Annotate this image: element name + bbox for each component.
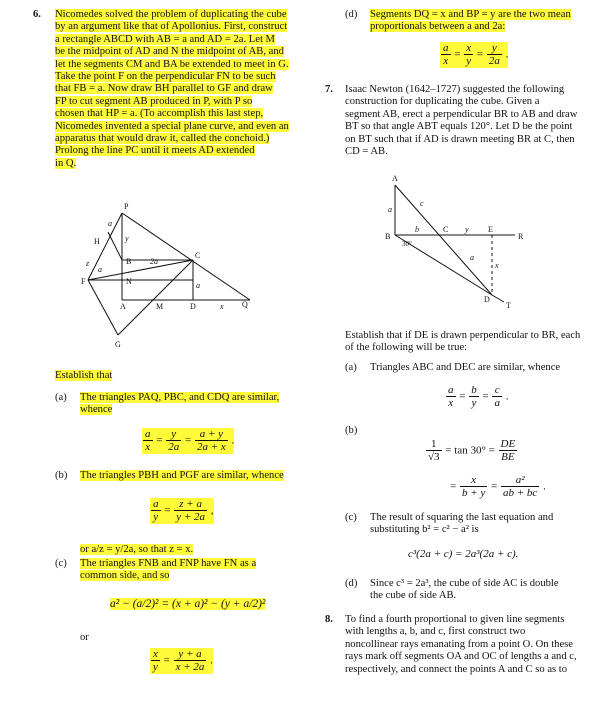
label-C: C [443, 225, 449, 234]
newton-part-d-label: (d) [345, 578, 358, 589]
label-D: D [484, 295, 490, 304]
newton-figure [380, 170, 540, 310]
label-a: a [388, 205, 392, 214]
newton-equation-b1: $\frac{1}{√3}$ = tan 30° = $\frac{DE}{BE}$ [428, 438, 516, 464]
part-c-text: The triangles FNB and FNP have FN as a common side, and so [80, 558, 257, 582]
label-x: x [220, 302, 224, 311]
part-d-label: (d) [345, 9, 358, 20]
label-G: G [115, 340, 121, 349]
newton-establish-text: Establish that if DE is drawn perpendicular to BR, each of the following will be true: [345, 330, 581, 354]
label-F: F [81, 277, 86, 286]
problem-8-number: 8. [325, 614, 333, 625]
p6-line: Nicomedes invented a special plane curve, and even an [55, 120, 289, 132]
p6-line: be the midpoint of AD and N the midpoint of AB, and [55, 46, 284, 58]
part-b-tail: or a/z = y/2a, so that z = x. [80, 544, 194, 555]
label-a: a [196, 281, 200, 290]
part-a-label: (a) [55, 392, 67, 403]
label-B: B [385, 232, 391, 241]
label-Q: Q [242, 300, 248, 309]
label-H: H [94, 237, 100, 246]
nicomedes-figure [70, 195, 270, 355]
problem-6-number: 6. [33, 9, 41, 20]
label-2a: 2a [150, 257, 158, 266]
newton-part-c-text: The result of squaring the last equation and substituting b² = c² − a² is [370, 512, 554, 536]
label-P: P [124, 202, 129, 211]
newton-part-a-label: (a) [345, 362, 357, 373]
p6-line: FP to cut segment AB produced in P, with P so [55, 95, 253, 107]
newton-equation-a: $\frac{a}{x}$ = $\frac{b}{y}$ = $\frac{c}{a}$ . [448, 384, 509, 410]
newton-equation-b2: = $\frac{x}{b + y}$ = $\frac{\text{a²}}{ab + bc}$ . [450, 474, 546, 500]
label-D: D [190, 302, 196, 311]
p6-line: Take the point F on the perpendicular FN to be such [55, 71, 276, 83]
problem-7-number: 7. [325, 84, 333, 95]
label-y: y [465, 225, 469, 234]
label-T: T [506, 301, 511, 310]
part-a-text: The triangles PAQ, PBC, and CDQ are similar, whence [80, 392, 280, 416]
label-C: C [195, 251, 201, 260]
p6-line: a rectangle ABCD with AB = a and AD = 2a. Let M [55, 33, 275, 45]
newton-part-d-text: Since c³ = 2a³, the cube of side AC is double the cube of side AB. [370, 578, 559, 602]
label-a: a [108, 219, 112, 228]
equation-c2: $\frac{x}{y}$ = $\frac{y + a}{x + 2a}$ . [150, 648, 213, 674]
label-x: x [495, 261, 499, 270]
problem-7-text: Isaac Newton (1642–1727) suggested the following construction for duplicating the cube. Given a segment AB, erect a perpendicular BR to AB and draw BT so that angle ABT equals 120°. Let D be the point on BT such that if AD is drawn meeting BR at C, then CD = AB. [345, 84, 578, 158]
p6-line: let the segments CM and BA be extended to meet in G. [55, 58, 289, 70]
part-d-text: Segments DQ = x and BP = y are the two mean proportionals between a and 2a: [370, 9, 571, 33]
label-M: M [156, 302, 164, 311]
problem-8-text: To find a fourth proportional to given line segments with lengths a, b, and c, first construct two noncollinear rays emanating from a point O. On these rays mark off segments OA and OC of lengths a and c, respectively, and connect the points A and C so as to [345, 614, 577, 675]
label-E: E [488, 225, 493, 234]
establish-that: Establish that [55, 370, 113, 381]
equation-c: a² − (a/2)² = (x + a)² − (y + a/2)² [110, 598, 266, 610]
p6-line: apparatus that would draw it, called the conchoid.) [55, 133, 270, 145]
equation-d: $\frac{a}{x}$ = $\frac{x}{y}$ = $\frac{y}{2a}$ . [440, 42, 508, 68]
label-R: R [518, 232, 524, 241]
equation-b: $\frac{a}{y}$ = $\frac{z + a}{y + 2a}$ , [150, 498, 214, 524]
label-A: A [120, 302, 126, 311]
p6-line: Nicomedes solved the problem of duplicating the cube [55, 9, 287, 20]
label-y: y [125, 234, 129, 243]
newton-part-b-label: (b) [345, 425, 358, 436]
equation-a: $\frac{a}{x}$ = $\frac{y}{2a}$ = $\frac{a + y}{2a + x}$ . [142, 428, 234, 454]
p6-line: that FB = a. Now draw BH parallel to GF and draw [55, 83, 273, 95]
p6-line: chosen that HP = a. (To accomplish this last step, [55, 108, 264, 120]
label-b: b [415, 225, 419, 234]
label-z: z [86, 259, 90, 268]
p6-line: by an argument like that of Apollonius. First, construct [55, 21, 288, 33]
label-A: A [392, 174, 398, 183]
newton-part-c-label: (c) [345, 512, 357, 523]
newton-part-a-text: Triangles ABC and DEC are similar, whence [370, 362, 561, 373]
label-B: B [126, 257, 132, 266]
label-a: a [98, 265, 102, 274]
part-b-label: (b) [55, 470, 68, 481]
label-a: a [470, 253, 474, 262]
label-c: c [420, 199, 424, 208]
problem-6-text [55, 9, 305, 170]
label-N: N [126, 277, 132, 286]
or-text: or [80, 632, 89, 643]
part-c-label: (c) [55, 558, 67, 569]
p6-line: Prolong the line PC until it meets AD extended [55, 145, 255, 157]
p6-line: in Q. [55, 157, 77, 169]
newton-equation-c: c³(2a + c) = 2a³(2a + c). [408, 548, 519, 560]
label-angle: 30° [402, 240, 412, 248]
part-b-text: The triangles PBH and PGF are similar, whence [80, 470, 284, 481]
